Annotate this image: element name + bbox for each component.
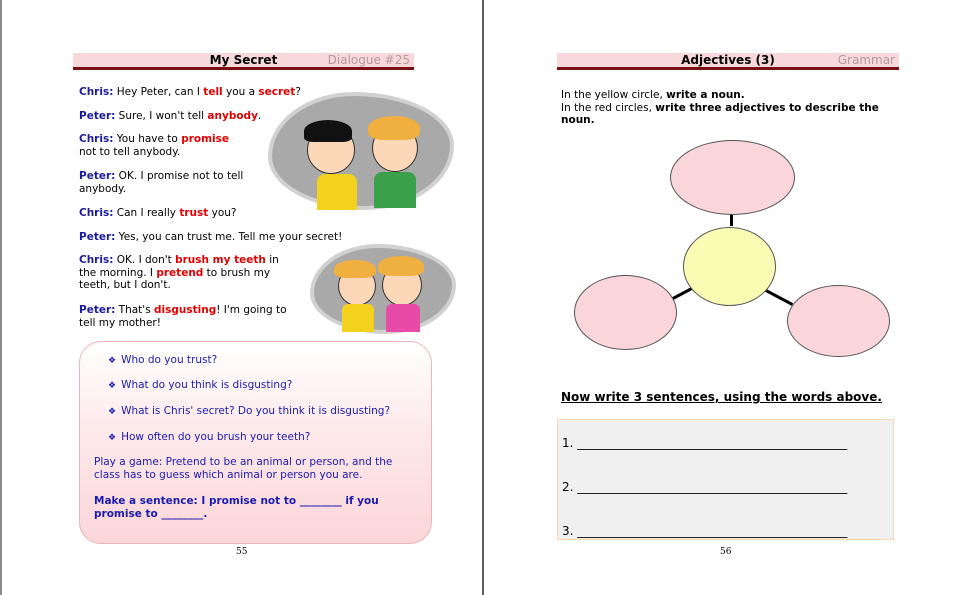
dialogue-line-6: Peter: Yes, you can trust me. Tell me your secret! [79,231,343,243]
dialogue-line-2: Peter: Sure, I won't tell anybody. [79,110,262,122]
dialogue-line-5: Chris: Can I really trust you? [79,207,237,219]
adjective-circle-right[interactable] [787,285,890,357]
illustration-secret [308,240,458,335]
left-page-title: My Secret [209,53,278,67]
right-page-header [557,53,899,70]
question-1: ❖ Who do you trust? [108,354,218,366]
connector-right [765,289,793,306]
right-page-number: 56 [720,547,732,557]
sentence-prompt: Now write 3 sentences, using the words above. [561,390,882,404]
left-page-number: 55 [236,547,248,557]
dialogue-line-4: Peter: OK. I promise not to tell anybody. [79,170,244,195]
question-4: ❖ How often do you brush your teeth? [108,431,311,443]
noun-circle[interactable] [683,227,776,306]
instruction-yellow: In the yellow circle, write a noun. [561,89,745,101]
page-edge-left [0,0,2,595]
left-page-tag: Dialogue #25 [327,53,410,67]
sentence-box [557,419,894,540]
sentence-line-1[interactable]: 1. _____________________________________________ [562,436,848,450]
left-page-header [73,53,414,70]
dialogue-line-1: Chris: Hey Peter, can I tell you a secret? [79,86,301,98]
instructions [561,89,891,127]
adjective-circle-left[interactable] [574,275,677,350]
illustration-whisper [262,86,462,216]
dialogue-line-8: Peter: That's disgusting! I'm going to tell my mother! [79,304,287,329]
right-page-title: Adjectives (3) [681,53,775,67]
sentence-line-3[interactable]: 3. _____________________________________________ [562,524,848,538]
dialogue-line-7: Chris: OK. I don't brush my teeth in the morning. I pretend to brush my teeth, but I don't. [79,254,279,291]
instruction-red: In the red circles, write three adjectives to describe the noun. [561,101,879,126]
adjective-circle-top[interactable] [670,140,795,215]
sentence-line-2[interactable]: 2. _____________________________________________ [562,480,848,494]
game-instructions: Play a game: Pretend to be an animal or person, and the class has to guess which animal or person you are. [94,456,393,481]
question-3: ❖ What is Chris' secret? Do you think it is disgusting? [108,405,391,417]
dialogue-line-3: Chris: You have to promise not to tell anybody. [79,133,230,158]
question-2: ❖ What do you think is disgusting? [108,379,293,391]
page-divider [482,0,484,595]
make-sentence: Make a sentence: I promise not to ________ if you promise to ________. [94,495,379,520]
right-page-tag: Grammar [837,53,895,67]
